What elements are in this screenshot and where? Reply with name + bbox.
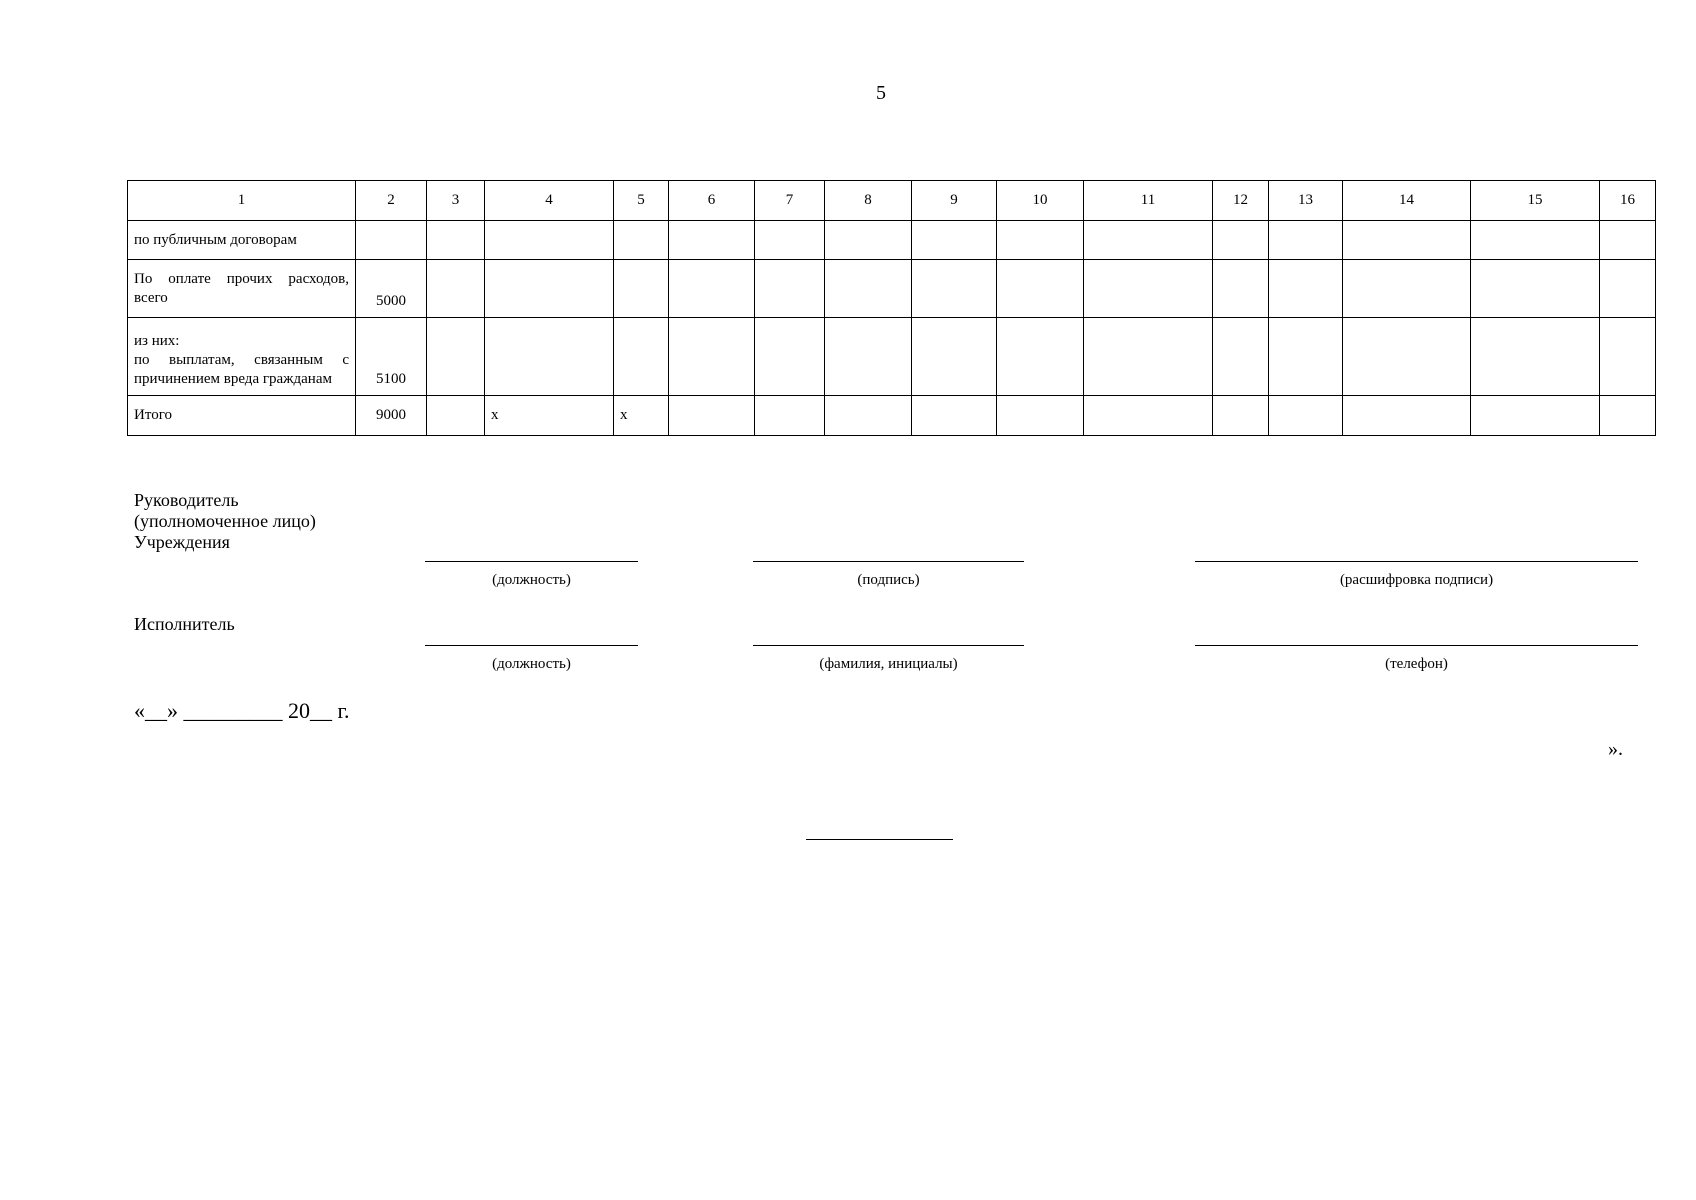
column-header: 15 [1471,181,1600,221]
row-label: По оплате прочих расходов, всего [128,260,356,318]
row-label: из них: по выплатам, связанным с причинением вреда гражданам [128,318,356,396]
table-row [128,260,1656,318]
executor-line-position [425,645,638,646]
caption-signature-decoding: (расшифровка подписи) [1339,572,1494,588]
column-header: 4 [485,181,614,221]
row-code: 5100 [356,318,427,396]
column-header: 16 [1600,181,1656,221]
column-header: 8 [825,181,912,221]
row-code: 5000 [356,260,427,318]
column-header: 1 [128,181,356,221]
column-header: 12 [1213,181,1269,221]
column-header: 14 [1343,181,1471,221]
row-label: по публичным договорам [128,221,356,260]
row-cell: x [614,396,669,436]
header-row [128,181,1656,221]
head-signatory-label: Руководитель (уполномоченное лицо) Учреждения [134,490,316,552]
table-row [128,318,1656,396]
signature-line-decoding [1195,561,1638,562]
column-header: 6 [669,181,755,221]
executor-line-phone [1195,645,1638,646]
executor-label: Исполнитель [134,614,235,634]
caption-executor-phone: (телефон) [1385,656,1448,672]
column-header: 5 [614,181,669,221]
column-header: 11 [1084,181,1213,221]
row-cell [614,221,669,260]
column-header: 13 [1269,181,1343,221]
date-line: «__» _________ 20__ г. [134,698,350,723]
row-code [356,221,427,260]
closing-quote-mark: ». [1608,738,1623,760]
executor-line-name [753,645,1024,646]
row-cell [485,260,614,318]
row-cell [614,318,669,396]
column-header: 3 [427,181,485,221]
caption-signature: (подпись) [857,572,920,588]
table-row [128,221,1656,260]
row-cell: x [485,396,614,436]
row-label: Итого [128,396,356,436]
column-header: 7 [755,181,825,221]
bottom-rule [806,839,953,840]
row-cell [614,260,669,318]
row-code: 9000 [356,396,427,436]
column-header: 9 [912,181,997,221]
column-header: 2 [356,181,427,221]
signature-line-position [425,561,638,562]
caption-executor-position: (должность) [492,656,571,672]
signature-line-signature [753,561,1024,562]
table-row [128,396,1656,436]
row-cell [485,221,614,260]
page-number: 5 [876,82,886,104]
row-cell [485,318,614,396]
column-header: 10 [997,181,1084,221]
caption-position: (должность) [492,572,571,588]
caption-executor-name: (фамилия, инициалы) [819,656,958,672]
report-table [127,180,1656,436]
